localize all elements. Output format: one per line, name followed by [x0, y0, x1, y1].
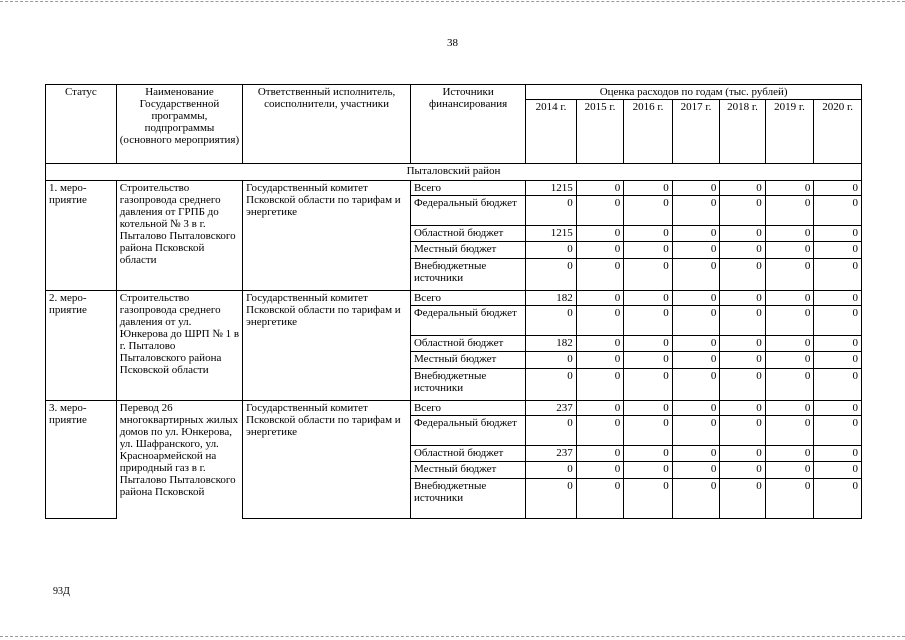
funding-source: Областной бюджет — [410, 226, 525, 242]
measure-executor: Государственный комитет Псковской области по тарифам и энергетике — [243, 291, 411, 401]
expense-value: 0 — [720, 416, 765, 446]
expense-value: 0 — [720, 181, 765, 196]
expense-value: 0 — [720, 291, 765, 306]
expense-value: 0 — [720, 479, 765, 519]
funding-source: Местный бюджет — [410, 352, 525, 369]
expense-value: 0 — [576, 291, 624, 306]
expense-value: 0 — [672, 242, 720, 259]
expense-value: 0 — [765, 181, 814, 196]
measure-name: Перевод 26 многоквартирных жилых домов по ул. Юнкерова, ул. Шафранского, ул. Красноармейской на природный газ в г. Пыталово Пыталовского района Псковской — [116, 401, 242, 519]
expense-value: 0 — [576, 401, 624, 416]
header-year: 2016 г. — [624, 100, 673, 164]
expense-value: 0 — [672, 352, 720, 369]
expense-value: 0 — [720, 462, 765, 479]
expense-value: 0 — [814, 401, 862, 416]
header-program-name: Наименование Государственной программы, подпрограммы (основного мероприятия) — [116, 85, 242, 164]
expense-value: 0 — [720, 401, 765, 416]
expense-value: 0 — [672, 259, 720, 291]
expense-value: 0 — [526, 369, 577, 401]
expense-value: 0 — [814, 181, 862, 196]
expense-value: 0 — [576, 306, 624, 336]
expense-value: 0 — [765, 446, 814, 462]
expense-value: 0 — [765, 416, 814, 446]
expense-value: 0 — [576, 242, 624, 259]
funding-source: Федеральный бюджет — [410, 416, 525, 446]
budget-table — [45, 84, 862, 519]
expense-value: 0 — [576, 446, 624, 462]
measure-status: 2. меро-приятие — [46, 291, 117, 401]
measure-executor: Государственный комитет Псковской области по тарифам и энергетике — [243, 181, 411, 291]
header-row — [46, 85, 862, 100]
expense-value: 0 — [576, 259, 624, 291]
header-executor: Ответственный исполнитель, соисполнители, участники — [243, 85, 411, 164]
region-name: Пыталовский район — [46, 164, 862, 181]
expense-value: 0 — [672, 462, 720, 479]
expense-value: 0 — [672, 306, 720, 336]
expense-value: 0 — [814, 306, 862, 336]
expense-value: 0 — [672, 401, 720, 416]
expense-value: 237 — [526, 401, 577, 416]
expense-value: 0 — [720, 369, 765, 401]
expense-value: 0 — [814, 446, 862, 462]
funding-source: Всего — [410, 401, 525, 416]
expense-value: 0 — [672, 181, 720, 196]
page-number: 38 — [447, 37, 458, 49]
expense-value: 0 — [672, 479, 720, 519]
expense-value: 0 — [765, 226, 814, 242]
expense-value: 0 — [672, 291, 720, 306]
expense-value: 0 — [672, 196, 720, 226]
expense-value: 0 — [624, 259, 673, 291]
expense-value: 0 — [576, 462, 624, 479]
expense-value: 0 — [672, 226, 720, 242]
funding-source: Внебюджетные источники — [410, 369, 525, 401]
measure-status: 3. меро-приятие — [46, 401, 117, 519]
measure-name: Строительство газопровода среднего давления от ул. Юнкерова до ШРП № 1 в г. Пыталово Пыталовского района Псковской области — [116, 291, 242, 401]
expense-value: 0 — [814, 242, 862, 259]
expense-value: 0 — [720, 226, 765, 242]
header-year: 2015 г. — [576, 100, 624, 164]
expense-value: 0 — [672, 416, 720, 446]
expense-value: 0 — [765, 259, 814, 291]
expense-value: 0 — [814, 416, 862, 446]
footer-code: 93Д — [53, 586, 70, 597]
expense-value: 0 — [765, 462, 814, 479]
expense-value: 0 — [526, 242, 577, 259]
expense-value: 0 — [526, 416, 577, 446]
measure-executor: Государственный комитет Псковской области по тарифам и энергетике — [243, 401, 411, 519]
expense-value: 0 — [720, 352, 765, 369]
expense-value: 0 — [624, 291, 673, 306]
expense-value: 0 — [576, 369, 624, 401]
expense-value: 0 — [765, 479, 814, 519]
table-row — [46, 401, 862, 416]
expense-value: 0 — [624, 336, 673, 352]
header-year: 2019 г. — [765, 100, 814, 164]
expense-value: 182 — [526, 291, 577, 306]
header-expense-estimate: Оценка расходов по годам (тыс. рублей) — [526, 85, 862, 100]
expense-value: 0 — [576, 196, 624, 226]
expense-value: 0 — [672, 336, 720, 352]
expense-value: 1215 — [526, 226, 577, 242]
funding-source: Всего — [410, 291, 525, 306]
scan-top-edge — [0, 1, 905, 2]
expense-value: 0 — [765, 336, 814, 352]
expense-value: 0 — [765, 196, 814, 226]
funding-source: Местный бюджет — [410, 242, 525, 259]
funding-source: Областной бюджет — [410, 446, 525, 462]
expense-value: 0 — [765, 291, 814, 306]
expense-value: 0 — [720, 259, 765, 291]
table-row — [46, 181, 862, 196]
expense-value: 0 — [526, 462, 577, 479]
expense-value: 0 — [624, 479, 673, 519]
expense-value: 0 — [814, 479, 862, 519]
expense-value: 0 — [624, 462, 673, 479]
expense-value: 0 — [576, 181, 624, 196]
header-year: 2020 г. — [814, 100, 862, 164]
table-row — [46, 291, 862, 306]
expense-value: 0 — [576, 352, 624, 369]
header-year: 2014 г. — [526, 100, 577, 164]
expense-value: 182 — [526, 336, 577, 352]
expense-value: 0 — [720, 446, 765, 462]
expense-value: 0 — [814, 369, 862, 401]
expense-value: 0 — [720, 242, 765, 259]
expense-value: 0 — [814, 462, 862, 479]
expense-value: 0 — [624, 416, 673, 446]
expense-value: 0 — [576, 336, 624, 352]
expense-value: 0 — [624, 242, 673, 259]
expense-value: 0 — [672, 369, 720, 401]
expense-value: 0 — [720, 196, 765, 226]
expense-value: 0 — [814, 196, 862, 226]
header-year: 2018 г. — [720, 100, 765, 164]
funding-source: Федеральный бюджет — [410, 306, 525, 336]
expense-value: 0 — [720, 306, 765, 336]
expense-value: 0 — [814, 226, 862, 242]
expense-value: 0 — [576, 226, 624, 242]
expense-value: 0 — [526, 306, 577, 336]
header-year: 2017 г. — [672, 100, 720, 164]
expense-value: 0 — [624, 196, 673, 226]
funding-source: Внебюджетные источники — [410, 479, 525, 519]
expense-value: 0 — [672, 446, 720, 462]
expense-value: 0 — [765, 306, 814, 336]
funding-source: Всего — [410, 181, 525, 196]
expense-value: 0 — [624, 226, 673, 242]
expense-value: 1215 — [526, 181, 577, 196]
measure-name: Строительство газопровода среднего давления от ГРПБ до котельной № 3 в г. Пыталово Пыталовского района Псковской области — [116, 181, 242, 291]
expense-value: 0 — [765, 369, 814, 401]
expense-value: 0 — [624, 352, 673, 369]
expense-value: 0 — [765, 242, 814, 259]
scan-bottom-edge — [0, 636, 905, 637]
header-funding-sources: Источники финансирования — [410, 85, 525, 164]
expense-value: 0 — [814, 291, 862, 306]
expense-value: 0 — [526, 479, 577, 519]
measure-status: 1. меро-приятие — [46, 181, 117, 291]
expense-value: 0 — [765, 401, 814, 416]
expense-value: 0 — [624, 369, 673, 401]
expense-value: 0 — [526, 352, 577, 369]
expense-value: 0 — [624, 401, 673, 416]
expense-value: 237 — [526, 446, 577, 462]
expense-value: 0 — [814, 336, 862, 352]
expense-value: 0 — [814, 352, 862, 369]
funding-source: Областной бюджет — [410, 336, 525, 352]
expense-value: 0 — [526, 196, 577, 226]
funding-source: Федеральный бюджет — [410, 196, 525, 226]
funding-source: Внебюджетные источники — [410, 259, 525, 291]
expense-value: 0 — [624, 306, 673, 336]
expense-value: 0 — [576, 416, 624, 446]
expense-value: 0 — [720, 336, 765, 352]
expense-value: 0 — [624, 181, 673, 196]
expense-value: 0 — [624, 446, 673, 462]
expense-value: 0 — [765, 352, 814, 369]
header-status: Статус — [46, 85, 117, 164]
region-row — [46, 164, 862, 181]
expense-value: 0 — [576, 479, 624, 519]
funding-source: Местный бюджет — [410, 462, 525, 479]
expense-value: 0 — [526, 259, 577, 291]
expense-value: 0 — [814, 259, 862, 291]
